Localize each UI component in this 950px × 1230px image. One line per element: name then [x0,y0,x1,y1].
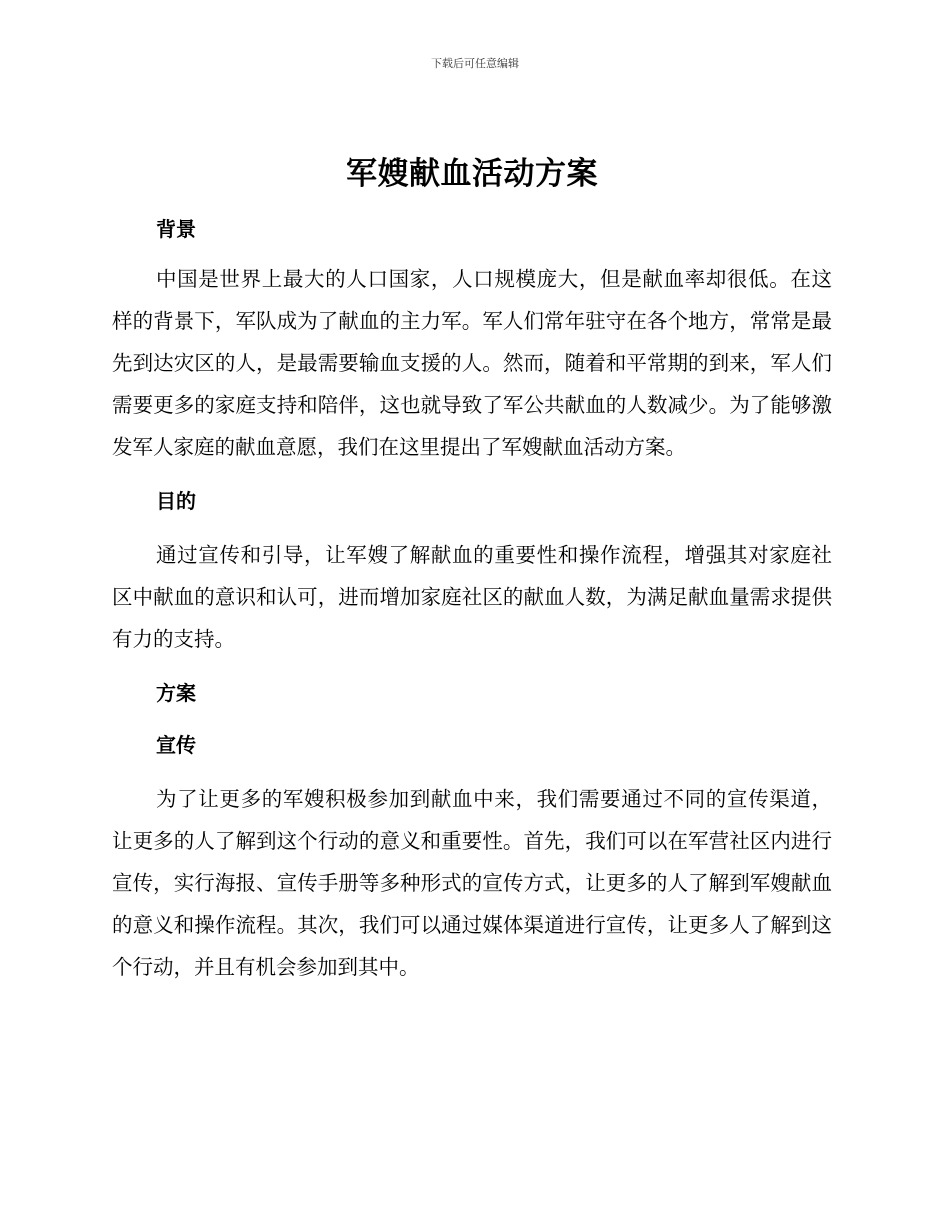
section-heading-plan: 方案 [156,681,196,705]
document-body [112,146,832,988]
document-title: 军嫂献血活动方案 [346,156,598,192]
paragraph-background: 中国是世界上最大的人口国家，人口规模庞大，但是献血率却很低。在这样的背景下，军队成为了献血的主力军。军人们常年驻守在各个地方，常常是最先到达灾区的人，是最需要输血支援的人。然而，随着和平常期的到来，军人们需要更多的家庭支持和陪伴，这也就导致了军公共献血的人数减少。为了能够激发军人家庭的献血意愿，我们在这里提出了军嫂献血活动方案。 [112,267,832,459]
section-heading-purpose: 目的 [156,489,196,513]
section-heading-background: 背景 [156,217,196,241]
paragraph-promotion: 为了让更多的军嫂积极参加到献血中来，我们需要通过不同的宣传渠道，让更多的人了解到这个行动的意义和重要性。首先，我们可以在军营社区内进行宣传，实行海报、宣传手册等多种形式的宣传方式，让更多的人了解到军嫂献血的意义和操作流程。其次，我们可以通过媒体渠道进行宣传，让更多人了解到这个行动，并且有机会参加到其中。 [112,787,832,979]
paragraph-purpose: 通过宣传和引导，让军嫂了解献血的重要性和操作流程，增强其对家庭社区中献血的意识和认可，进而增加家庭社区的献血人数，为满足献血量需求提供有力的支持。 [112,543,832,651]
header-note: 下载后可任意编辑 [431,57,519,70]
section-heading-promotion: 宣传 [156,733,196,757]
